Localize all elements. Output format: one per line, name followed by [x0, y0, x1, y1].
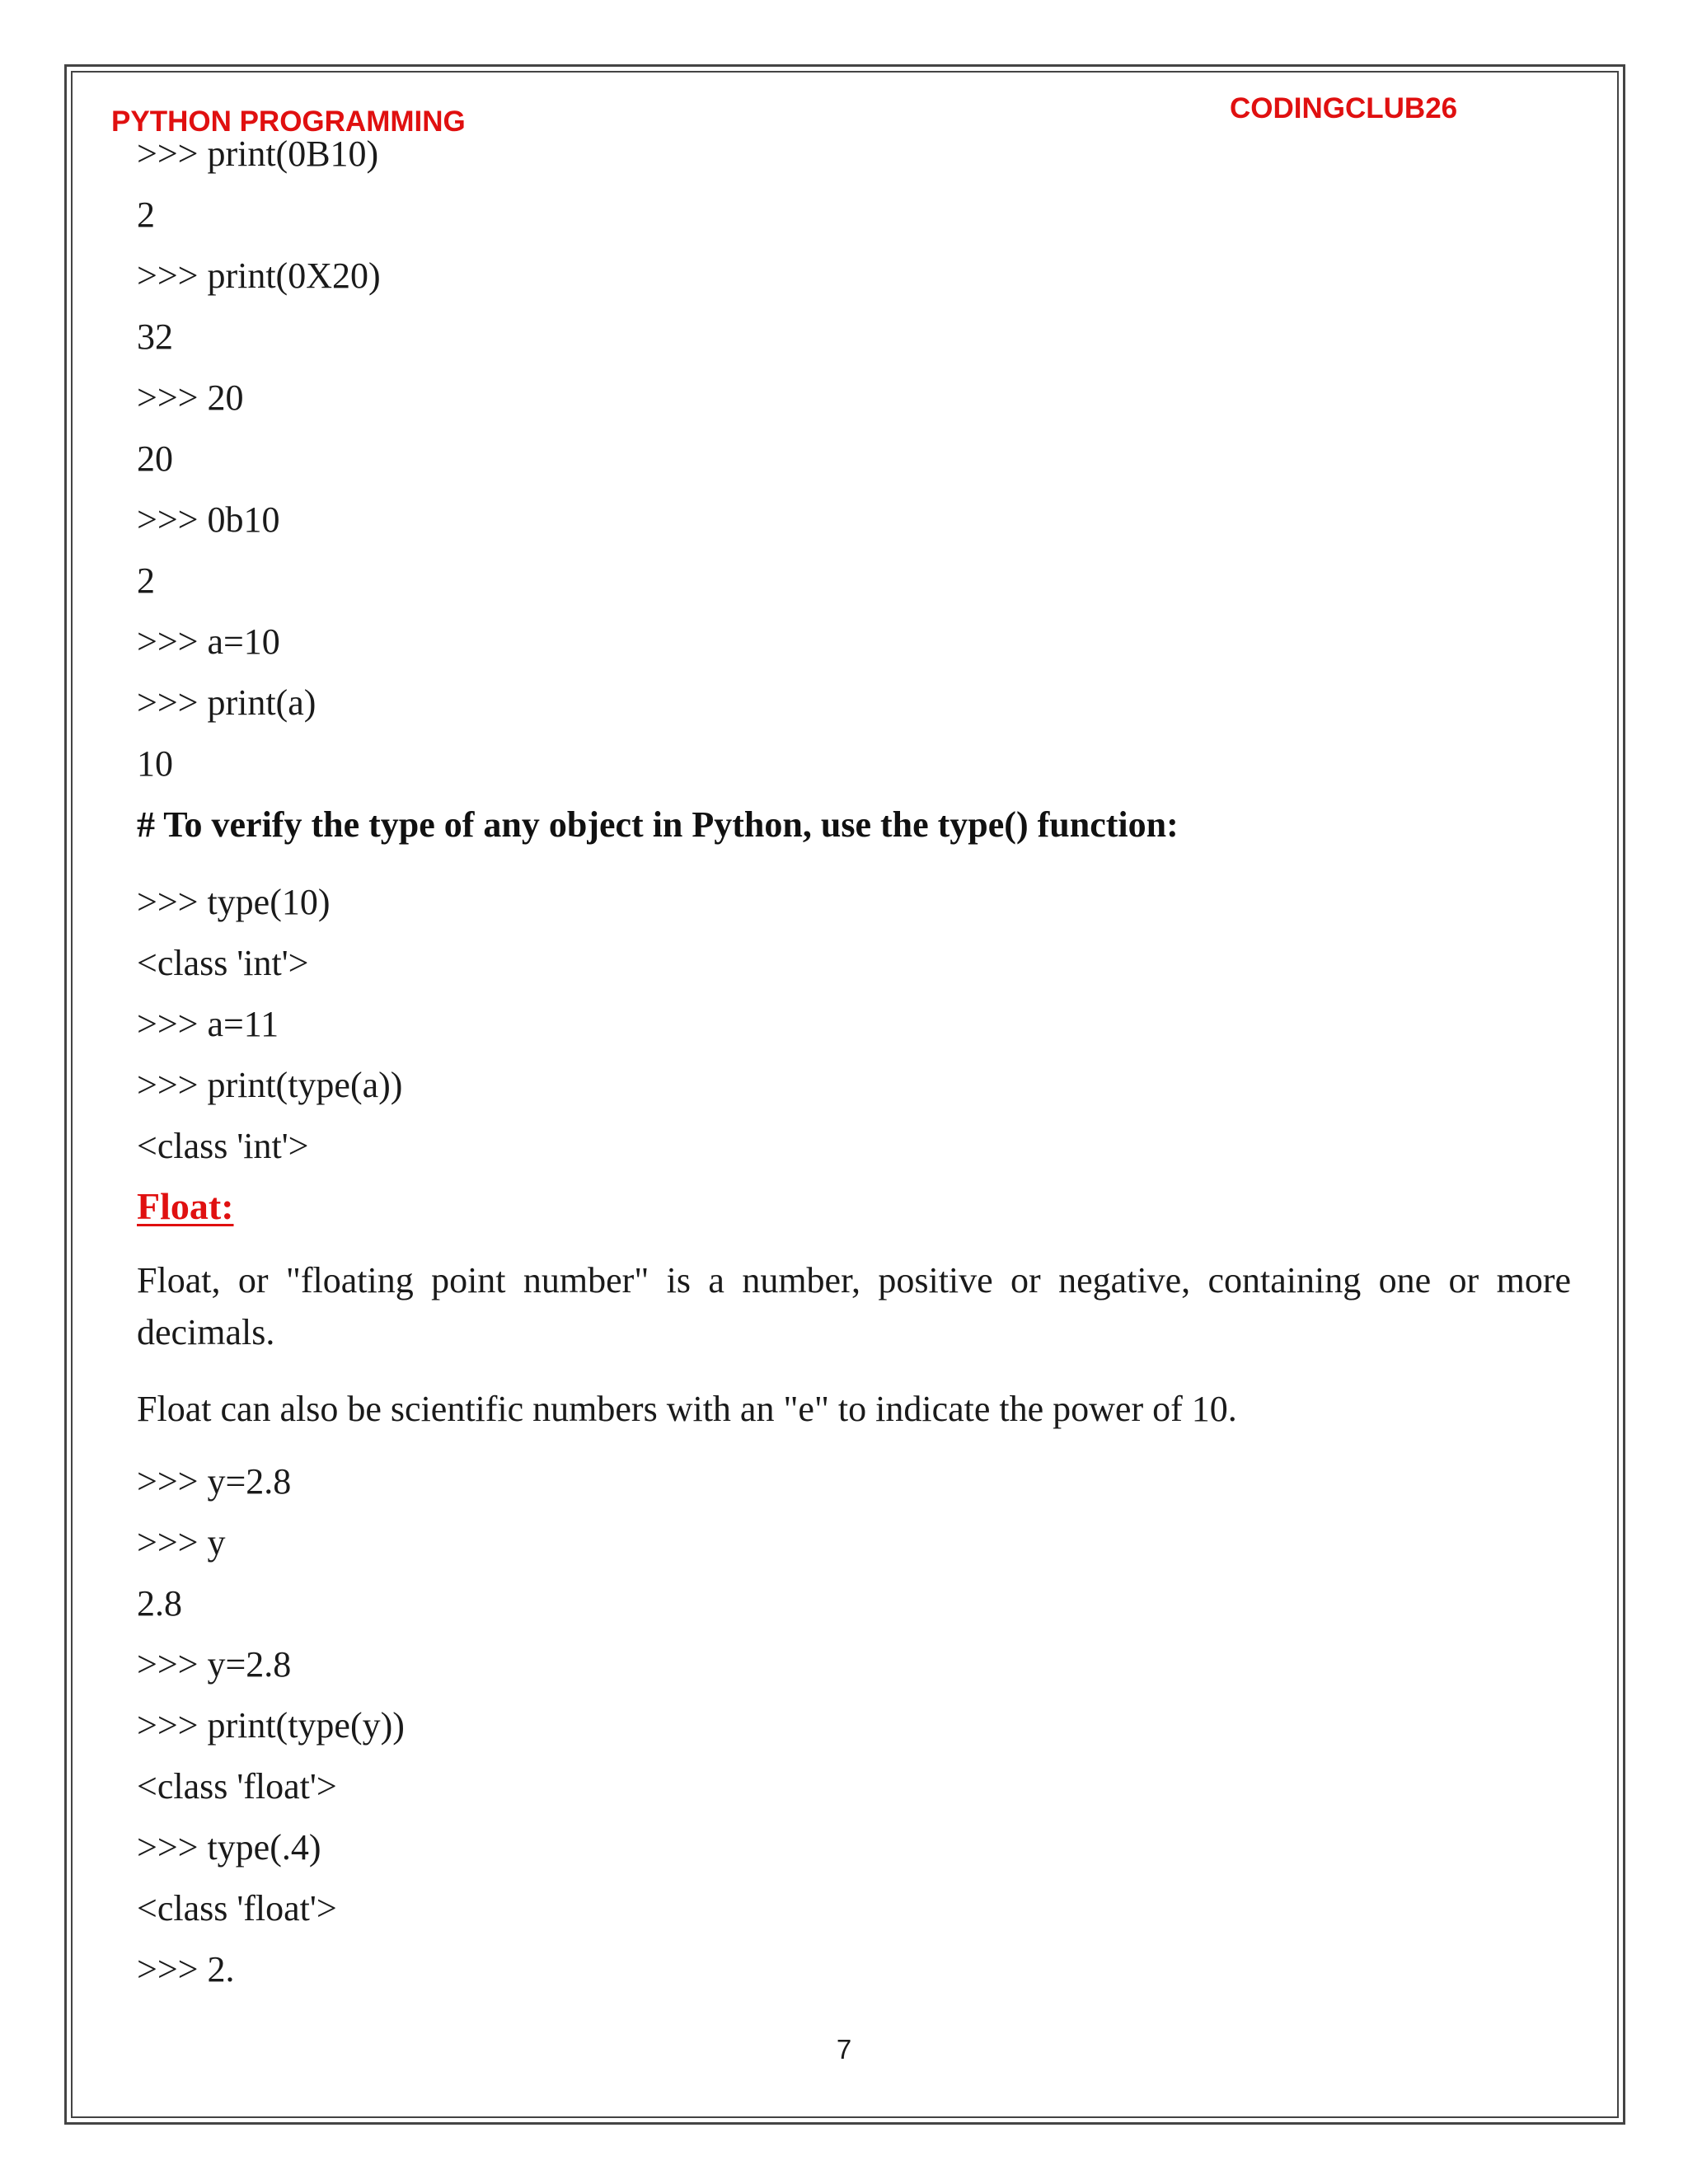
code-block-type: [137, 880, 1571, 1169]
code-line: >>> 2.: [137, 1949, 235, 1990]
code-line: >>> print(type(y)): [137, 1705, 405, 1746]
page-number: 7: [836, 2034, 852, 2064]
comment-heading: # To verify the type of any object in Python, use the type() function:: [137, 804, 1179, 845]
section-title-float: Float:: [137, 1185, 234, 1227]
code-line: 32: [137, 316, 173, 357]
code-line: >>> 20: [137, 377, 244, 418]
paragraph-float-scientific: Float can also be scientific numbers with an "e" to indicate the power of 10.: [137, 1389, 1237, 1429]
code-block-integers: [137, 132, 1571, 786]
page-content: [137, 132, 1571, 1992]
paragraph-float-definition: Float, or "floating point number" is a number, positive or negative, containing one or more decimals.: [137, 1260, 1571, 1352]
code-line: 2: [137, 560, 155, 601]
code-line: <class 'float'>: [137, 1888, 337, 1929]
header-brand: CODINGCLUB26: [1230, 92, 1458, 124]
code-line: 10: [137, 743, 173, 784]
code-line: >>> print(0B10): [137, 134, 379, 174]
code-line: >>> 0b10: [137, 499, 280, 540]
code-line: 20: [137, 438, 173, 479]
code-line: >>> y: [137, 1522, 226, 1563]
code-line: >>> print(a): [137, 682, 316, 723]
code-block-float: [137, 1460, 1571, 1992]
code-line: <class 'float'>: [137, 1766, 337, 1807]
code-line: >>> y=2.8: [137, 1461, 292, 1502]
code-line: >>> print(0X20): [137, 255, 381, 296]
code-line: >>> print(type(a)): [137, 1065, 403, 1105]
code-line: 2: [137, 194, 155, 235]
header-title: PYTHON PROGRAMMING: [111, 105, 466, 138]
code-line: 2.8: [137, 1583, 182, 1624]
code-line: >>> type(10): [137, 882, 331, 922]
code-line: <class 'int'>: [137, 943, 309, 983]
code-line: >>> type(.4): [137, 1827, 321, 1868]
code-line: >>> a=10: [137, 621, 280, 662]
code-line: >>> a=11: [137, 1004, 279, 1044]
code-line: <class 'int'>: [137, 1126, 309, 1166]
code-line: >>> y=2.8: [137, 1644, 292, 1685]
